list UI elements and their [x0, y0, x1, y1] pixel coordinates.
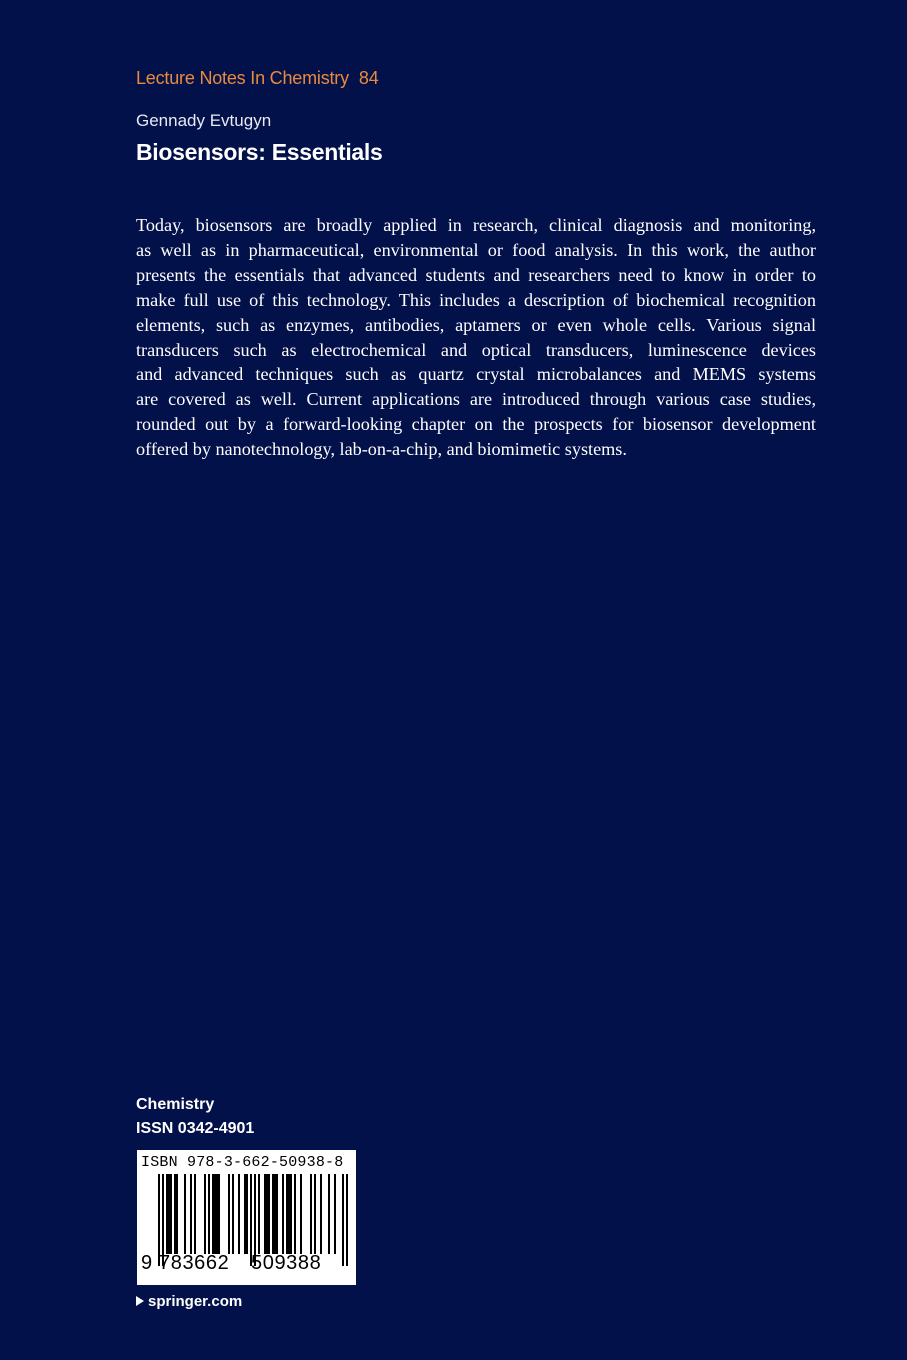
- barcode-bar: [228, 1174, 230, 1254]
- barcode-bar: [176, 1174, 178, 1254]
- barcode-bar: [208, 1174, 210, 1254]
- barcode-bar: [264, 1174, 266, 1254]
- isbn-label: ISBN 978-3-662-50938-8: [141, 1154, 344, 1171]
- barcode-bar: [286, 1174, 288, 1254]
- barcode-bar: [320, 1174, 322, 1254]
- barcode-bar: [282, 1174, 284, 1254]
- series-volume: 84: [358, 68, 379, 88]
- barcode-bar: [170, 1174, 172, 1254]
- ean-right-group: 509388: [251, 1252, 322, 1274]
- barcode-bar: [166, 1174, 168, 1254]
- barcode-bar: [346, 1174, 348, 1266]
- series-name: Lecture Notes In Chemistry: [136, 68, 349, 88]
- barcode-bar: [238, 1174, 240, 1254]
- barcode-bar: [290, 1174, 292, 1254]
- book-title: Biosensors: Essentials: [136, 139, 383, 165]
- blurb-line: presents the essentials that advanced students and researchers need to know in order to: [136, 264, 816, 285]
- barcode-bar: [218, 1174, 220, 1254]
- author-name: Gennady Evtugyn: [136, 111, 272, 130]
- ean-first-digit: 9: [141, 1252, 153, 1274]
- barcode-bar: [168, 1174, 170, 1254]
- barcode-bar: [204, 1174, 206, 1254]
- subject-label: Chemistry: [136, 1096, 215, 1113]
- description-blurb: [136, 213, 816, 462]
- barcode-bar: [314, 1174, 316, 1254]
- blurb-line: and advanced techniques such as quartz crystal microbalances and MEMS systems: [136, 364, 816, 385]
- barcode-bar: [246, 1174, 248, 1254]
- barcode-bar: [266, 1174, 268, 1254]
- barcode-bar: [294, 1174, 296, 1254]
- barcode-bar: [274, 1174, 276, 1254]
- blurb-line: Today, biosensors are broadly applied in research, clinical diagnosis and monitoring,: [136, 215, 816, 235]
- blurb-line: are covered as well. Current applications are introduced through various case studies,: [136, 389, 816, 410]
- issn-label: ISSN 0342-4901: [136, 1120, 255, 1137]
- arrow-right-icon: [136, 1296, 144, 1306]
- barcode-bar: [216, 1174, 218, 1254]
- barcode-bar: [174, 1174, 176, 1254]
- ean-left-group: 783662: [159, 1252, 230, 1274]
- barcode-bar: [334, 1174, 336, 1254]
- blurb-line: make full use of this technology. This includes a description of biochemical recognition: [136, 289, 816, 310]
- blurb-line: offered by nanotechnology, lab-on-a-chip, and biomimetic systems.: [136, 439, 627, 460]
- barcode-bar: [214, 1174, 216, 1254]
- barcode-bar: [194, 1174, 196, 1254]
- website-label: springer.com: [148, 1293, 243, 1310]
- barcode-bar: [342, 1174, 344, 1266]
- barcode-bar: [300, 1174, 302, 1254]
- barcode-bar: [310, 1174, 312, 1254]
- blurb-line: rounded out by a forward-looking chapter on the prospects for biosensor development: [136, 414, 816, 435]
- barcode-bar: [288, 1174, 290, 1254]
- barcode-bar: [276, 1174, 278, 1254]
- barcode-bar: [328, 1174, 330, 1254]
- barcode-bar: [232, 1174, 234, 1254]
- barcode-bar: [272, 1174, 274, 1254]
- barcode-bar: [184, 1174, 186, 1254]
- blurb-line: as well as in pharmaceutical, environmental or food analysis. In this work, the author: [136, 239, 816, 260]
- barcode-bar: [244, 1174, 246, 1254]
- barcode-bar: [258, 1174, 260, 1254]
- blurb-line: elements, such as enzymes, antibodies, aptamers or even whole cells. Various signal: [136, 314, 816, 335]
- barcode-bar: [190, 1174, 192, 1254]
- blurb-line: transducers such as electrochemical and optical transducers, luminescence devices: [136, 339, 816, 360]
- publisher-website[interactable]: [136, 1293, 242, 1310]
- isbn-barcode: [137, 1150, 356, 1285]
- series-title: [136, 68, 379, 89]
- barcode-bar: [212, 1174, 214, 1254]
- barcode-bar: [268, 1174, 270, 1254]
